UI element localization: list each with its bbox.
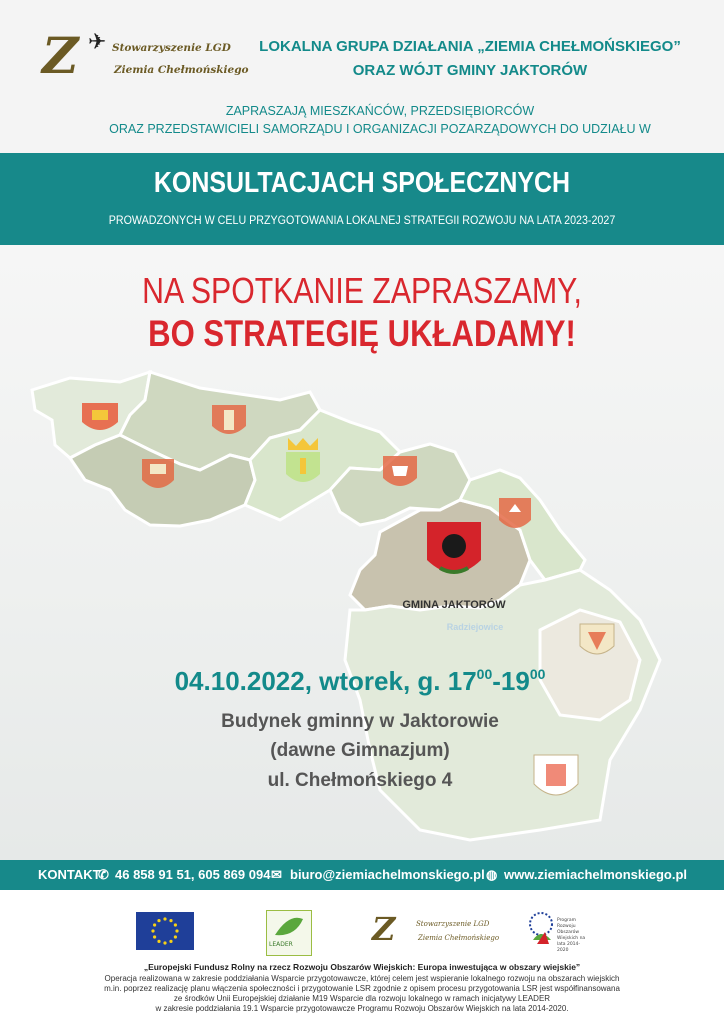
invite-line-1: ZAPRASZAJĄ MIESZKAŃCÓW, PRZEDSIĘBIORCÓW [225,104,535,118]
organizer-line-2: ORAZ WÓJT GMINY JAKTORÓW [352,62,588,79]
fund-title: „Europejski Fundusz Rolny na rzecz Rozwoju Obszarów Wiejskich: Europa inwestująca w obszary wiejskie” [143,962,581,972]
coat-of-arms-jaktorow [427,522,481,573]
mail-icon: ✉ [271,867,282,882]
prow-logo [527,910,591,954]
gmina-jaktorow-label: GMINA JAKTORÓW [402,599,506,611]
logo-line2: Ziemia Chełmońskiego [114,64,249,76]
event-start-minutes: 00 [476,666,493,682]
band-subtitle: PROWADZONYCH W CELU PRZYGOTOWANIA LOKALNEJ STRATEGII ROZWOJU NA LATA 2023-2027 [108,215,616,227]
lgd-logo-small [372,910,500,954]
globe-icon: ◍ [486,867,498,882]
coat-of-arms-northwest [212,405,246,434]
event-date-text: 04.10.2022, wtorek, g. 17 [174,666,477,696]
logo-z-mark-small: Z [372,910,396,948]
venue-line-2: (dawne Gimnazjum) [270,740,450,761]
venue-line-3: ul. Chełmońskiego 4 [267,770,453,791]
radziejowice-label: Radziejowice [446,622,504,632]
fund-line-2: m.in. poprzez realizację planu włączenia społeczności i przygotowanie LSR zgodnie z opisem procesu przygotowania LSR jest współfinansowana [104,984,620,993]
event-date-dash: -19 [492,666,530,696]
contact-phone[interactable]: 46 858 91 51, 605 869 094 [115,867,271,882]
coat-of-arms-west [82,403,118,430]
event-date [160,666,560,697]
stork-icon: ✈ [88,30,107,55]
lgd-small-line1: Stowarzyszenie LGD [416,920,490,928]
coat-of-arms-southwest [142,459,174,488]
lgd-small-line2: Ziemia Chełmońskiego [418,934,500,942]
lgd-logo [42,26,249,90]
leaf-icon [267,911,311,941]
fund-line-3: ze środków Unii Europejskiej działanie M19 Wsparcie dla rozwoju lokalnego w ramach inicjatywy LEADER [173,994,551,1003]
coat-of-arms-southeast [580,624,614,654]
leader-text: LEADER [269,941,293,948]
coat-of-arms-east [499,498,531,528]
band-title: KONSULTACJACH SPOŁECZNYCH [153,167,571,199]
logo-z-mark: Z [42,26,79,85]
contact-website[interactable]: www.ziemiachelmonskiego.pl [504,867,688,882]
contact-bar [0,860,724,890]
event-end-minutes: 00 [529,666,546,682]
leader-logo [266,910,312,956]
eu-flag-icon [136,912,194,950]
contact-label: KONTAKT [38,867,101,882]
title-band [0,153,724,245]
organizer-line-1: LOKALNA GRUPA DZIAŁANIA „ZIEMIA CHEŁMOŃSKIEGO” [259,38,681,55]
venue-line-1: Budynek gminny w Jaktorowie [221,711,499,732]
prow-text: Program Rozwoju Obszarów Wiejskich na lata 2014-2020 [557,918,586,953]
phone-icon: ✆ [98,867,109,882]
coat-of-arms-center [286,438,320,482]
prow-emblem-icon [527,910,557,950]
coat-of-arms-east-north [383,456,417,486]
header [0,0,724,153]
slogan-line-1: NA SPOTKANIE ZAPRASZAMY, [142,270,582,311]
logo-line1: Stowarzyszenie LGD [112,42,231,54]
invite-line-2: ORAZ PRZEDSTAWICIELI SAMORZĄDU I ORGANIZACJI POZARZĄDOWYCH DO UDZIAŁU W [109,122,651,136]
fund-line-1: Operacja realizowana w zakresie poddziałania Wsparcie przygotowawcze, której celem jest wspieranie lokalnego rozwoju na obszarach wiejskich [104,974,620,983]
contact-email[interactable]: biuro@ziemiachelmonskiego.pl [290,867,485,882]
slogan-line-2: BO STRATEGIĘ UKŁADAMY! [148,313,576,354]
fund-line-4: w zakresie poddziałania 19.1 Wsparcie przygotowawcze Programu Rozwoju Obszarów Wiejskich na lata 2014-2020. [155,1004,569,1013]
